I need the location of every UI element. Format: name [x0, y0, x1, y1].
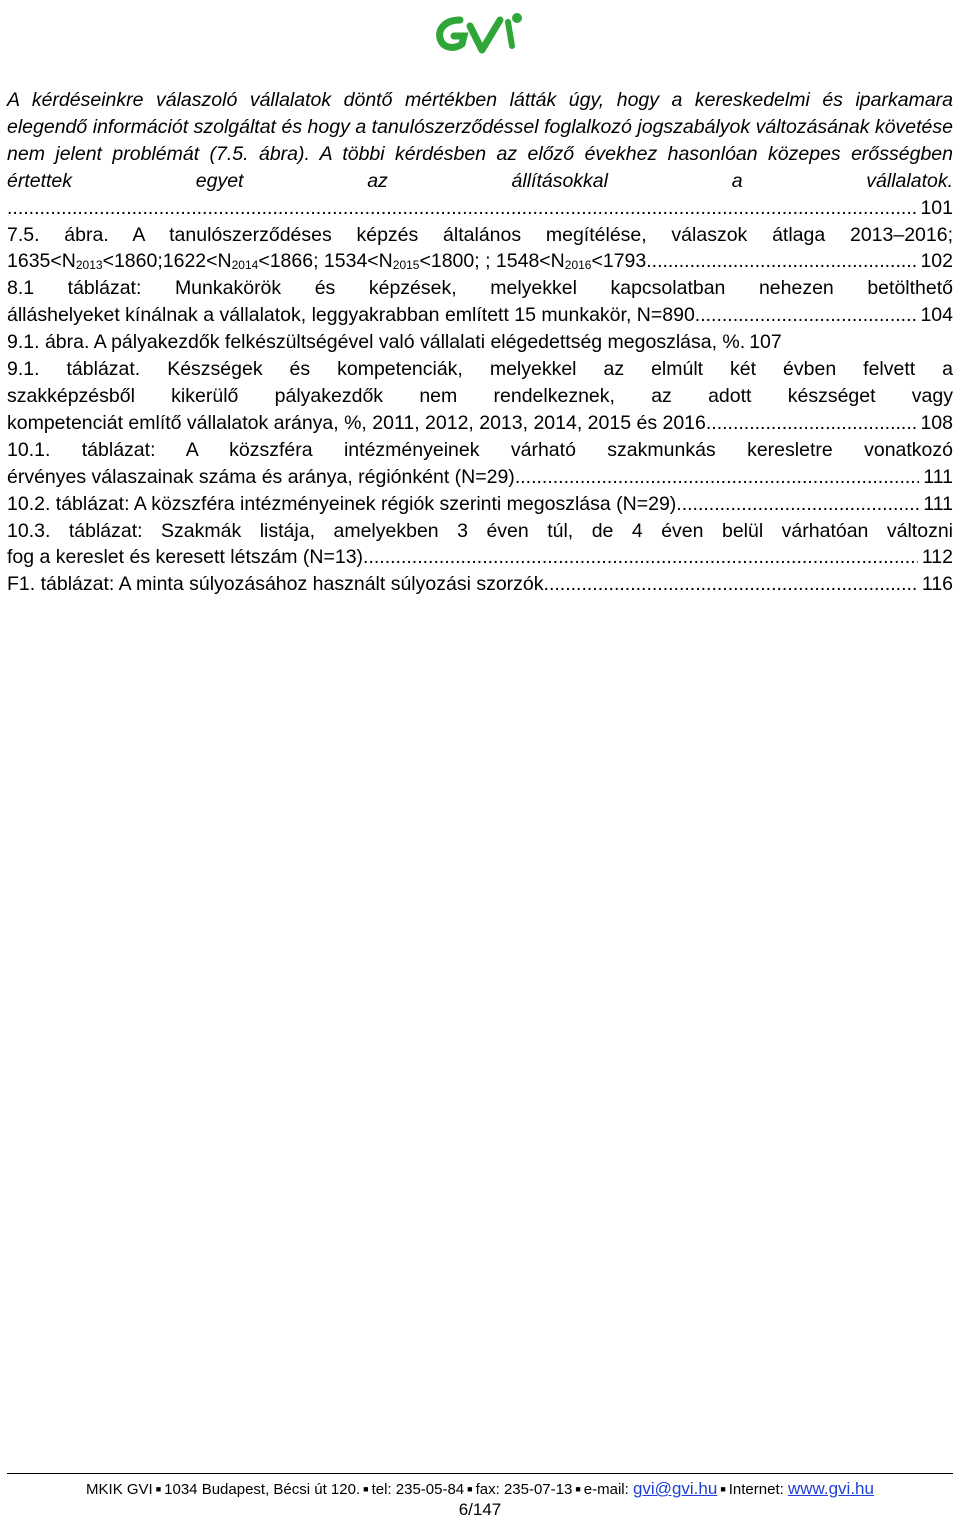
- toc-entry-9-1-abra[interactable]: [7, 329, 953, 356]
- footer-internet-label: Internet:: [728, 1481, 784, 1498]
- page-number-footer: 6/147: [458, 1500, 502, 1519]
- leader-dots: [515, 464, 920, 491]
- entry-text: 9.1. ábra. A pályakezdők felkészültségével való vállalati elégedettség megoszlása, %.: [7, 331, 746, 354]
- toc-entry-9-1-tablazat-row[interactable]: [7, 410, 953, 437]
- toc-entry-8-1-tablazat[interactable]: 8.1 táblázat: Munkakörök és képzések, melyekkel kapcsolatban nehezen betölthető: [7, 277, 953, 300]
- entry-text: 10.2. táblázat: A közszféra intézményeinek régiók szerinti megoszlása (N=29): [7, 492, 677, 515]
- page-number: 111: [923, 465, 953, 488]
- table-of-figures: [7, 87, 953, 598]
- leader-dots: [646, 248, 916, 275]
- toc-entry-8-1-tablazat-row[interactable]: [7, 302, 953, 329]
- toc-entry-9-1-tablazat[interactable]: 9.1. táblázat. Készségek és kompetenciák, melyekkel az elmúlt két évben felvett a: [7, 358, 953, 381]
- footer-tel: tel: 235-05-84: [371, 1481, 465, 1498]
- entry-text: érvényes válaszainak száma és aránya, régiónként (N=29): [7, 465, 515, 488]
- toc-entry-10-1-tablazat-row[interactable]: [7, 464, 953, 491]
- page-number: 107: [749, 331, 782, 354]
- toc-entry-10-3-tablazat-row[interactable]: [7, 544, 953, 571]
- square-bullet-icon: ■: [467, 1484, 473, 1494]
- intro-paragraph: A kérdéseinkre válaszoló vállalatok döntő mértékben látták úgy, hogy a kereskedelmi és iparkamara elegendő információt szolgáltat és hogy a tanulószerződéssel foglalkozó jogszabályok változásának követése nem jelent problémát (7.5. ábra). A többi kérdésben az előző évekhez hasonlóan közepes erősségben értettek egyet az állításokkal a vállalatok.: [7, 89, 953, 192]
- entry-text: F1. táblázat: A minta súlyozásához használt súlyozási szorzók.: [7, 573, 549, 596]
- footer-address: 1034 Budapest, Bécsi út 120.: [164, 1481, 361, 1498]
- square-bullet-icon: ■: [720, 1484, 726, 1494]
- page-number: 112: [921, 546, 953, 569]
- toc-entry-10-1-tablazat[interactable]: 10.1. táblázat: A közszféra intézményeinek várható szakmunkás keresletre vonatkozó: [7, 438, 953, 461]
- toc-entry-9-1-tablazat-line2[interactable]: szakképzésből kikerülő pályakezdők nem rendelkeznek, az adott készséget vagy: [7, 384, 953, 407]
- footer-divider: [7, 1473, 953, 1474]
- email-link[interactable]: gvi@gvi.hu: [632, 1479, 718, 1498]
- page-number: 101: [920, 196, 953, 219]
- leader-dots: [7, 195, 916, 222]
- page-number: 104: [920, 304, 953, 327]
- intro-page-row: [7, 195, 953, 222]
- footer-org: MKIK GVI: [86, 1481, 153, 1498]
- square-bullet-icon: ■: [363, 1484, 369, 1494]
- footer: [0, 1479, 960, 1499]
- entry-n-range: $1635<N_{2013}<1860;1622<N_{2014}<1866$; $1534<N_{2015}<1800$; ; $1548<N_{2016}<1793$: [7, 250, 647, 273]
- page-number: 108: [920, 411, 953, 434]
- leader-dots: [676, 491, 919, 518]
- page-number: 102: [920, 250, 953, 273]
- leader-dots: [363, 544, 918, 571]
- page-number: 116: [921, 573, 953, 596]
- toc-entry-7-5-abra[interactable]: 7.5. ábra. A tanulószerződéses képzés általános megítélése, válaszok átlaga 2013–2016;: [7, 223, 953, 246]
- toc-entry-10-2-tablazat[interactable]: [7, 491, 953, 518]
- footer-fax: fax: 235-07-13: [475, 1481, 573, 1498]
- toc-entry-10-3-tablazat[interactable]: 10.3. táblázat: Szakmák listája, amelyekben 3 éven túl, de 4 éven belül várhatóan változni: [7, 519, 953, 542]
- leader-dots: [711, 410, 916, 437]
- footer-email-label: e-mail:: [583, 1481, 629, 1498]
- page-number: 111: [923, 492, 953, 515]
- entry-text: kompetenciát említő vállalatok aránya, %, 2011, 2012, 2013, 2014, 2015 és 2016.: [7, 411, 712, 434]
- toc-entry-7-5-abra-row[interactable]: [7, 248, 953, 275]
- square-bullet-icon: ■: [155, 1484, 162, 1494]
- square-bullet-icon: ■: [575, 1484, 581, 1494]
- toc-entry-f1-tablazat[interactable]: [7, 571, 953, 598]
- gvi-logo: [430, 6, 530, 58]
- leader-dots: [549, 571, 918, 598]
- website-link[interactable]: www.gvi.hu: [787, 1479, 874, 1498]
- entry-text: fog a kereslet és keresett létszám (N=13): [7, 546, 364, 569]
- leader-dots: [695, 302, 917, 329]
- entry-text: álláshelyeket kínálnak a vállalatok, leggyakrabban említett 15 munkakör, N=890: [7, 304, 695, 327]
